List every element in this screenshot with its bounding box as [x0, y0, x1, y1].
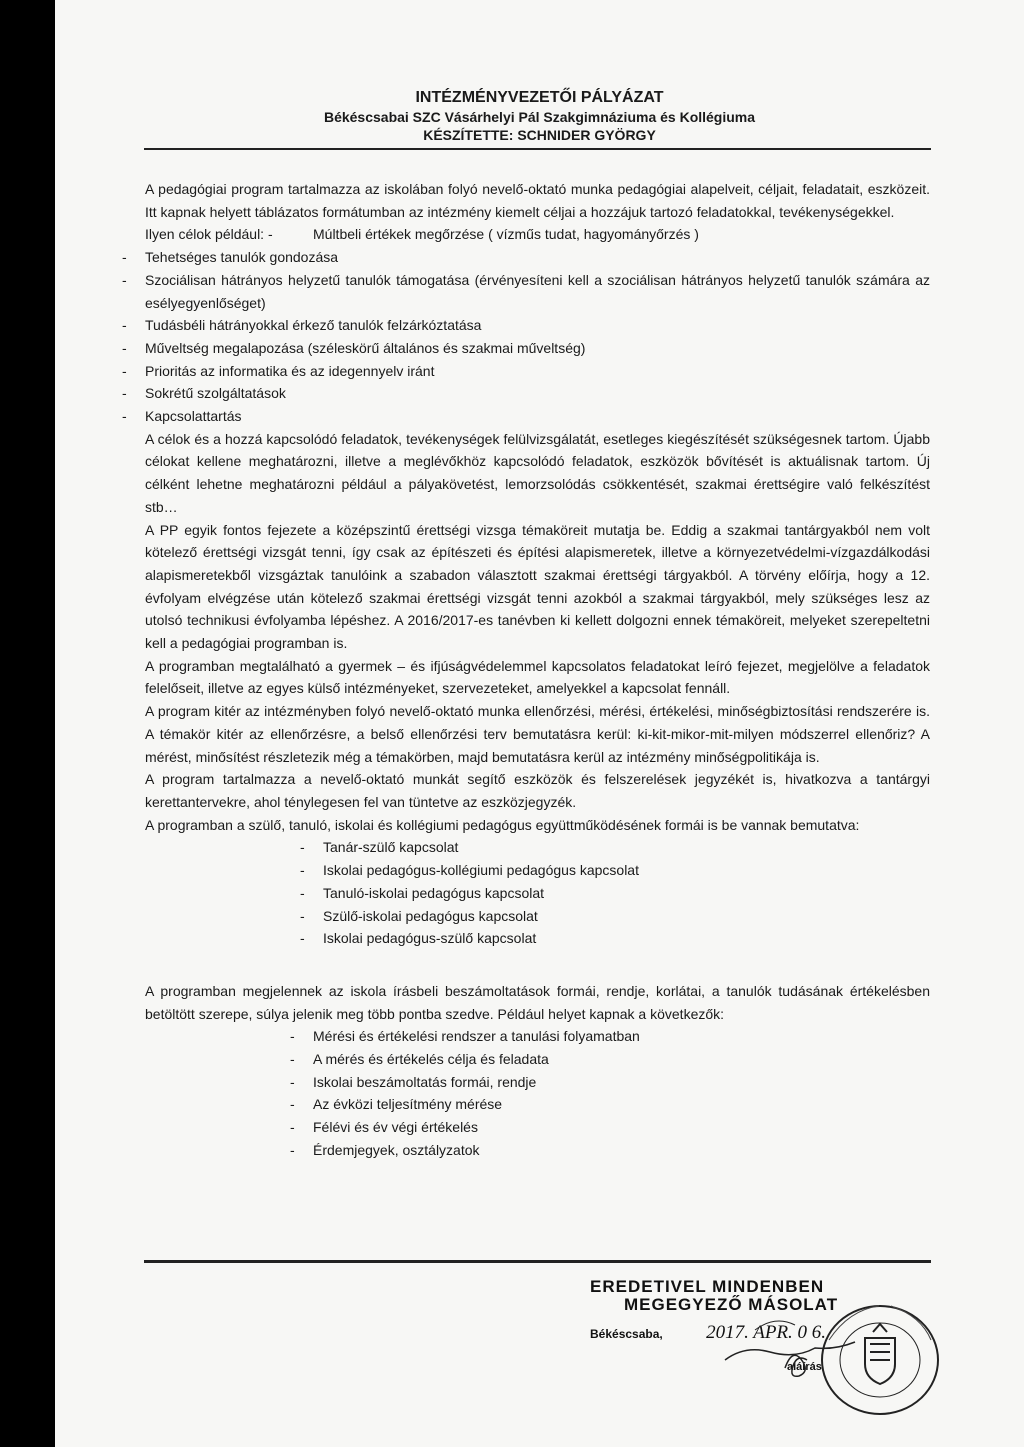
paragraph: A célok és a hozzá kapcsolódó feladatok, tevékenységek felülvizsgálatát, esetleges kiegészítését szükségesnek tartom. Újabb célokat kellene meghatározni, illetve a meglévőkhöz kapcsolódó feladatok, eszközök bővítését is aktuálisnak tartom. Új célként lehetne meghatározni például a pályakövetést, lemorzsolódás csökkentését, szakmai érettségire való felkészítést stb…	[145, 430, 930, 515]
header-title: INTÉZMÉNYVEZETŐI PÁLYÁZAT	[415, 89, 664, 106]
assessment-item: - Az évközi teljesítmény mérése	[313, 1093, 930, 1116]
goal-item: - Tehetséges tanulók gondozása	[145, 246, 930, 269]
header-rule	[144, 148, 931, 150]
goals-block	[145, 223, 930, 246]
school-seal-icon	[815, 1300, 945, 1420]
cooperation-list	[323, 836, 930, 950]
page-header	[55, 88, 1024, 144]
paragraph: A program tartalmazza a nevelő-oktató munkát segítő eszközök és felszerelések jegyzékét is, hivatkozva a tantárgyi kerettantervekre, ahol ténylegesen fel van tüntetve az eszközjegyzék.	[145, 771, 930, 810]
spacer	[145, 950, 930, 980]
paragraph: A programban megtalálható a gyermek – és ifjúságvédelemmel kapcsolatos feladatokat leíró fejezet, megjelölve a feladatok felelőseit, illetve az egyes külső intézményeket, szervezeteket, amelyekkel a kapcsolat fennáll.	[145, 657, 930, 697]
goal-item: - Kapcsolattartás	[145, 405, 930, 428]
document-body	[145, 178, 930, 1162]
paragraph: A programban a szülő, tanuló, iskolai és kollégiumi pedagógus együttműködésének formái is be vannak bemutatva:	[145, 816, 860, 833]
intro-paragraph: A pedagógiai program tartalmazza az iskolában folyó nevelő-oktató munka pedagógiai alapelveit, céljait, feladatait, eszközeit. Itt kapnak helyett táblázatos formátumban az intézmény kiemelt céljai a hozzájuk tartozó feladatokkal, tevékenységekkel.	[145, 181, 930, 220]
stamp-line-2: MEGEGYEZŐ MÁSOLAT	[624, 1295, 839, 1314]
cooperation-item: - Tanuló-iskolai pedagógus kapcsolat	[323, 882, 930, 905]
goal-item: - Szociálisan hátrányos helyzetű tanulók támogatása (érvényesíteni kell a szociálisan hátrányos helyzetű tanulók számára az esélyegyenlőséget)	[145, 269, 930, 314]
goal-item: - Prioritás az informatika és az idegennyelv iránt	[145, 360, 930, 383]
assessment-item: - Érdemjegyek, osztályzatok	[313, 1139, 930, 1162]
paragraph: A PP egyik fontos fejezete a középszintű érettségi vizsga témaköreit mutatja be. Eddig a szakmai tantárgyakból nem volt kötelező érettségi vizsgát tenni, így csak az építészeti és építési alapismeretek, illetve a környezetvédelmi-vízgazdálkodási alapismeretekből vizsgáztak tanulóink a szabadon választott szakmai érettségi tárgyakból. A törvény előírja, hogy a 12. évfolyam elvégzése után kötelező szakmai érettségi vizsgát tenni azokból a szakmai tárgyakból, mely szükséges lesz az utolsó technikusi évfolyamba lépéshez. A 2016/2017-es tanévben ki kellett dolgozni ennek témaköreit, melyeket szerepeltetni kell a pedagógiai programban is.	[145, 521, 930, 652]
signature-label: aláírás	[787, 1361, 822, 1373]
stamp-date: 2017. APR. 0 6.	[706, 1322, 827, 1343]
footer-rule	[144, 1260, 931, 1263]
goals-label: Ilyen célok például: -	[145, 226, 273, 243]
goals-list	[145, 246, 930, 428]
assessment-paragraph: A programban megjelennek az iskola írásbeli beszámoltatások formái, rendje, korlátai, a tanulók tudásának értékelésben betöltött szerepe, súlya jelenik meg több pontba szedve. Például helyet kapnak a következők:	[145, 982, 930, 1022]
header-school: Békéscsabai SZC Vásárhelyi Pál Szakgimnáziuma és Kollégiuma	[323, 109, 756, 125]
header-author: KÉSZÍTETTE: SCHNIDER GYÖRGY	[423, 127, 656, 143]
paragraph: A program kitér az intézményben folyó nevelő-oktató munka ellenőrzési, mérési, értékelési, minőségbiztosítási rendszerére is. A témakör kitér az ellenőrzésre, a belső ellenőrzési terv bemutatásra kerül: ki-kit-mikor-mit-milyen módszerrel ellenőriz? A mérést, minősítést részletezik még a témakörben, majd bemutatásra kerül az intézmény minőségpolitikája is.	[145, 703, 930, 765]
document-page	[55, 0, 1024, 1447]
goal-item: - Műveltség megalapozása (széleskörű általános és szakmai műveltség)	[145, 337, 930, 360]
assessment-item: - Iskolai beszámoltatás formái, rendje	[313, 1071, 930, 1094]
stamp-line-1: EREDETIVEL MINDENBEN	[590, 1277, 825, 1296]
cooperation-item: - Iskolai pedagógus-kollégiumi pedagógus kapcsolat	[323, 859, 930, 882]
assessment-item: - A mérés és értékelés célja és feladata	[313, 1048, 930, 1071]
cooperation-item: - Iskolai pedagógus-szülő kapcsolat	[323, 927, 930, 950]
goal-item: - Sokrétű szolgáltatások	[145, 382, 930, 405]
assessment-item: - Mérési és értékelési rendszer a tanulási folyamatban	[313, 1025, 930, 1048]
stamp-place: Békéscsaba,	[590, 1327, 663, 1341]
goal-item: Múltbeli értékek megőrzése ( vízműs tudat, hagyományőrzés )	[313, 226, 699, 243]
cooperation-item: - Szülő-iskolai pedagógus kapcsolat	[323, 905, 930, 928]
assessment-item: - Félévi és év végi értékelés	[313, 1116, 930, 1139]
assessment-list	[313, 1025, 930, 1161]
cooperation-item: - Tanár-szülő kapcsolat	[323, 836, 930, 859]
goal-item: - Tudásbéli hátrányokkal érkező tanulók felzárkóztatása	[145, 314, 930, 337]
